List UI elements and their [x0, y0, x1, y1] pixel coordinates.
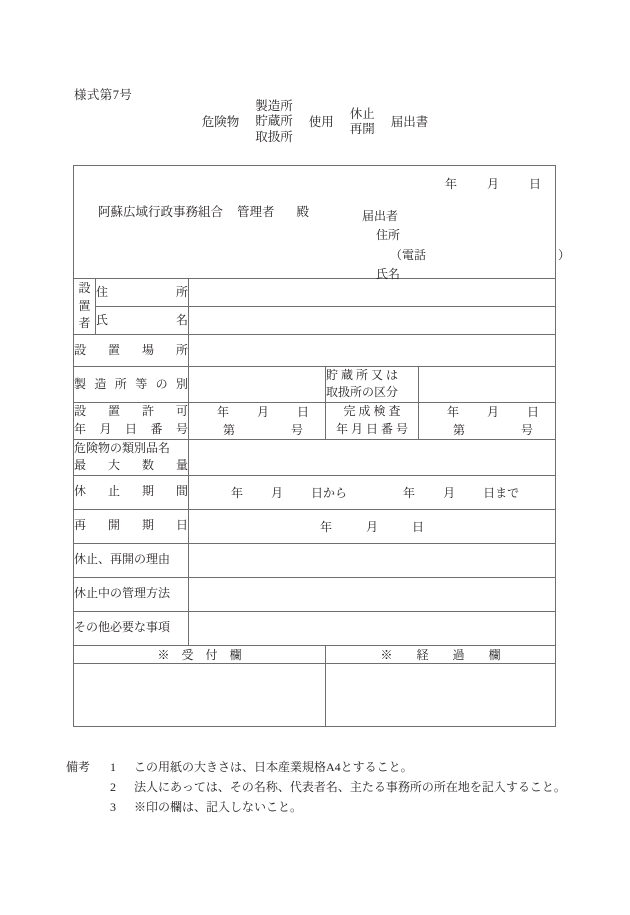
title-part-facility-stack	[255, 99, 293, 145]
permit-value-number	[189, 421, 325, 439]
addressee-organization: 阿蘇広域行政事務組合	[98, 205, 224, 219]
table-row-management	[74, 577, 556, 611]
table-row-install-place	[74, 335, 556, 367]
permit-gou-label: 号	[291, 422, 304, 437]
inspection-value-number	[419, 421, 555, 439]
inspection-value-lines	[419, 403, 555, 439]
submitter-label: 届出者	[362, 209, 399, 223]
hazard-label-line2: 最 大 数 量	[74, 458, 188, 473]
install-place-label: 設 置 場 所	[74, 335, 189, 367]
submission-date	[445, 175, 541, 192]
storage-division-value[interactable]	[419, 367, 556, 403]
title-facility-handling: 取扱所	[255, 129, 293, 144]
table-row-official-boxes	[74, 663, 556, 726]
storage-division-label-line1: 貯 蔵 所 又 は	[326, 368, 399, 382]
suspension-period-label: 休 止 期 間	[74, 475, 189, 509]
receipt-column-box[interactable]	[74, 663, 326, 726]
resume-year-label: 年	[320, 519, 333, 534]
resume-day-label: 日	[412, 519, 425, 534]
permit-value-date	[189, 403, 325, 421]
permit-value[interactable]	[189, 402, 326, 439]
installer-char-1: 設	[78, 281, 91, 296]
reason-value[interactable]	[189, 543, 556, 577]
other-label: その他必要な事項	[74, 611, 189, 645]
table-row-official-headers	[74, 645, 556, 663]
suspension-to-day: 日まで	[483, 485, 520, 500]
title-part-status-stack	[350, 107, 375, 138]
inspection-value[interactable]	[419, 402, 556, 439]
suspension-from-day: 日から	[311, 485, 348, 500]
table-row-hazard-quantity	[74, 439, 556, 475]
inspection-month-label: 月	[487, 404, 500, 419]
title-part-use: 使用	[308, 114, 334, 129]
table-row-suspension-period	[74, 475, 556, 509]
addressee-honorific: 殿	[296, 205, 310, 219]
addressee-role: 管理者	[237, 205, 275, 219]
installer-vertical-label	[74, 279, 96, 335]
submitter-phone-label: （電話	[390, 247, 427, 262]
facility-type-label: 製 造 所 等 の 別	[74, 367, 189, 403]
remarks-item-1-text: この用紙の大きさは、日本産業規格A4とすること。	[134, 760, 413, 774]
table-row-header	[74, 166, 556, 279]
inspection-label	[326, 402, 419, 439]
resume-date-value[interactable]	[189, 509, 556, 543]
title-status-suspend: 休止	[349, 106, 375, 121]
install-place-value[interactable]	[189, 335, 556, 367]
resume-date-label: 再 開 期 日	[74, 509, 189, 543]
storage-division-label-line2: 取扱所の区分	[326, 385, 399, 400]
reason-label: 休止、再開の理由	[74, 543, 189, 577]
remarks-item-2-text: 法人にあっては、その名称、代表者名、主たる事務所の所在地を記入すること。	[134, 779, 566, 794]
submitter-block	[362, 207, 570, 285]
table-row-other	[74, 611, 556, 645]
permit-year-label: 年	[217, 404, 230, 419]
submitter-name-label: 氏名	[376, 267, 401, 282]
permit-month-label: 月	[257, 404, 270, 419]
suspension-from-year: 年	[231, 485, 244, 500]
permit-label-line1: 設 置 許 可	[74, 404, 188, 419]
permit-day-label: 日	[297, 404, 310, 419]
document-title	[0, 99, 630, 145]
suspension-period-run	[189, 484, 555, 501]
date-day-label: 日	[529, 177, 542, 191]
table-row-permit-inspection	[74, 402, 556, 439]
hazard-quantity-value[interactable]	[189, 439, 556, 475]
inspection-day-label: 日	[527, 404, 540, 419]
addressee-line	[98, 202, 309, 220]
table-row-installer-name	[74, 307, 556, 335]
progress-column-box[interactable]	[326, 663, 556, 726]
table-row-resume-date	[74, 509, 556, 543]
suspension-to-month: 月	[443, 485, 456, 500]
management-value[interactable]	[189, 577, 556, 611]
inspection-label-line1: 完 成 検 査	[343, 404, 401, 419]
inspection-dai-label: 第	[453, 422, 466, 437]
resume-date-run	[189, 518, 555, 535]
permit-label	[74, 402, 189, 439]
remarks-item-3-number: 3	[110, 799, 116, 814]
remarks-spacer-3	[66, 798, 110, 818]
facility-type-value[interactable]	[189, 367, 326, 403]
title-status-resume: 再開	[349, 121, 375, 136]
installer-char-2: 置	[78, 298, 91, 313]
remarks-lead-label: 備考	[66, 760, 91, 774]
title-facility-storage: 貯蔵所	[255, 114, 293, 129]
installer-name-value[interactable]	[189, 307, 556, 335]
permit-label-line2: 年 月 日 番 号	[74, 421, 188, 436]
hazard-label	[74, 439, 189, 475]
date-month-label: 月	[487, 177, 500, 191]
remarks-item-1	[66, 758, 576, 778]
inspection-label-line2: 年 月 日 番 号	[335, 421, 408, 436]
inspection-gou-label: 号	[521, 422, 534, 437]
inspection-value-date	[419, 403, 555, 421]
storage-division-label	[326, 367, 419, 403]
other-value[interactable]	[189, 611, 556, 645]
permit-value-lines	[189, 403, 325, 439]
remarks-spacer-2	[66, 778, 110, 798]
title-facility-manufacture: 製造所	[255, 99, 293, 113]
submitter-phone-line	[390, 246, 570, 265]
remarks-item-2	[66, 778, 576, 798]
suspension-from-month: 月	[271, 485, 284, 500]
remarks-item-3	[66, 798, 576, 818]
table-row-reason	[74, 543, 556, 577]
header-block-cell	[74, 166, 570, 282]
inspection-year-label: 年	[447, 404, 460, 419]
table-row-facility-type	[74, 367, 556, 403]
suspension-period-value[interactable]	[189, 475, 556, 509]
remarks-item-2-number: 2	[110, 779, 116, 794]
remarks-section	[66, 758, 576, 817]
hazard-label-line1: 危険物の類別品名	[74, 440, 171, 455]
installer-address-label: 住 所	[96, 279, 189, 307]
remarks-item-3-text: ※印の欄は、記入しないこと。	[134, 799, 303, 814]
receipt-column-label: ※ 受 付 欄	[74, 645, 326, 663]
document-title-row	[202, 99, 429, 145]
notification-form-table	[73, 165, 570, 727]
suspension-to-year: 年	[403, 485, 416, 500]
progress-column-label: ※ 経 過 欄	[326, 645, 556, 663]
management-label: 休止中の管理方法	[74, 577, 189, 611]
title-part-notification: 届出書	[390, 114, 429, 129]
installer-char-3: 者	[78, 316, 91, 331]
remarks-item-1-number: 1	[110, 760, 116, 774]
title-part-hazardous: 危険物	[201, 114, 240, 129]
permit-dai-label: 第	[223, 422, 236, 437]
form-number: 様式第7号	[74, 88, 133, 102]
date-year-label: 年	[445, 177, 458, 191]
submitter-phone-close-paren: ）	[557, 247, 570, 262]
resume-month-label: 月	[366, 519, 379, 534]
installer-name-label: 氏 名	[96, 307, 189, 335]
submitter-address-label: 住所	[376, 228, 401, 243]
